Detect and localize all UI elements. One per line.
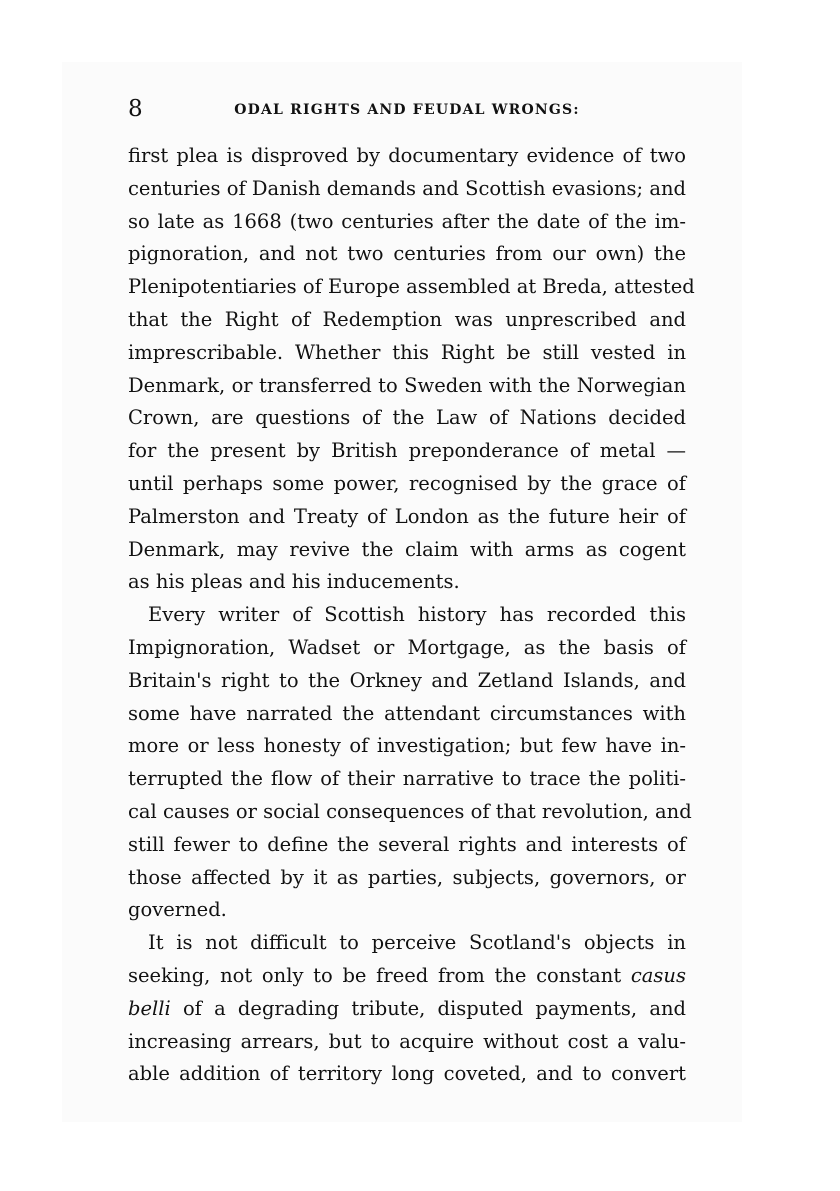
text-line: able addition of territory long coveted, and to convert xyxy=(128,1062,686,1086)
text-line: some have narrated the attendant circumstances with xyxy=(128,701,686,725)
text-line: Palmerston and Treaty of London as the future heir of xyxy=(128,504,686,528)
text-line: pignoration, and not two centuries from our own) the xyxy=(128,242,686,266)
text-line: Plenipotentiaries of Europe assembled at Breda, attested xyxy=(128,275,695,299)
text-line: Denmark, or transferred to Sweden with the Norwegian xyxy=(128,373,686,397)
text-line xyxy=(128,960,686,993)
text-line: more or less honesty of investigation; but few have in- xyxy=(128,734,686,758)
page-header xyxy=(128,96,686,126)
text-line: first plea is disproved by documentary evidence of two xyxy=(128,144,686,167)
text-line: Britain's right to the Orkney and Zetland Islands, and xyxy=(128,668,686,692)
text-line: Crown, are questions of the Law of Nations decided xyxy=(128,406,686,430)
text-line: Every writer of Scottish history has recorded this xyxy=(148,603,686,627)
text-line: so late as 1668 (two centuries after the date of the im- xyxy=(128,209,686,233)
text-segment: seeking, not only to be freed from the constant xyxy=(128,963,622,987)
text-line: governed. xyxy=(128,898,227,922)
text-line: those affected by it as parties, subjects, governors, or xyxy=(128,865,686,889)
italic-phrase: casus xyxy=(630,963,686,987)
text-line: It is not difficult to perceive Scotland's objects in xyxy=(148,931,686,955)
text-line: cal causes or social consequences of that revolution, and xyxy=(128,799,692,823)
body-text xyxy=(128,140,695,1091)
text-line: as his pleas and his inducements. xyxy=(128,570,460,594)
italic-phrase: belli xyxy=(128,996,171,1020)
text-line: for the present by British preponderance of metal — xyxy=(128,439,686,463)
text-line xyxy=(128,993,686,1026)
text-line: until perhaps some power, recognised by the grace of xyxy=(128,471,686,495)
text-segment: of a degrading tribute, disputed payments, and xyxy=(182,996,686,1020)
text-line: Denmark, may revive the claim with arms as cogent xyxy=(128,537,686,561)
running-title: ODAL RIGHTS AND FEUDAL WRONGS: xyxy=(234,102,580,118)
text-line: Impignoration, Wadset or Mortgage, as the basis of xyxy=(128,635,686,659)
text-line: imprescribable. Whether this Right be still vested in xyxy=(128,340,686,364)
text-line: still fewer to define the several rights and interests of xyxy=(128,832,686,856)
text-line: centuries of Danish demands and Scottish evasions; and xyxy=(128,176,686,200)
page-number: 8 xyxy=(128,96,143,122)
text-line: that the Right of Redemption was unprescribed and xyxy=(128,307,686,331)
text-line: terrupted the flow of their narrative to trace the politi- xyxy=(128,767,686,791)
text-line: increasing arrears, but to acquire without cost a valu- xyxy=(128,1029,686,1053)
